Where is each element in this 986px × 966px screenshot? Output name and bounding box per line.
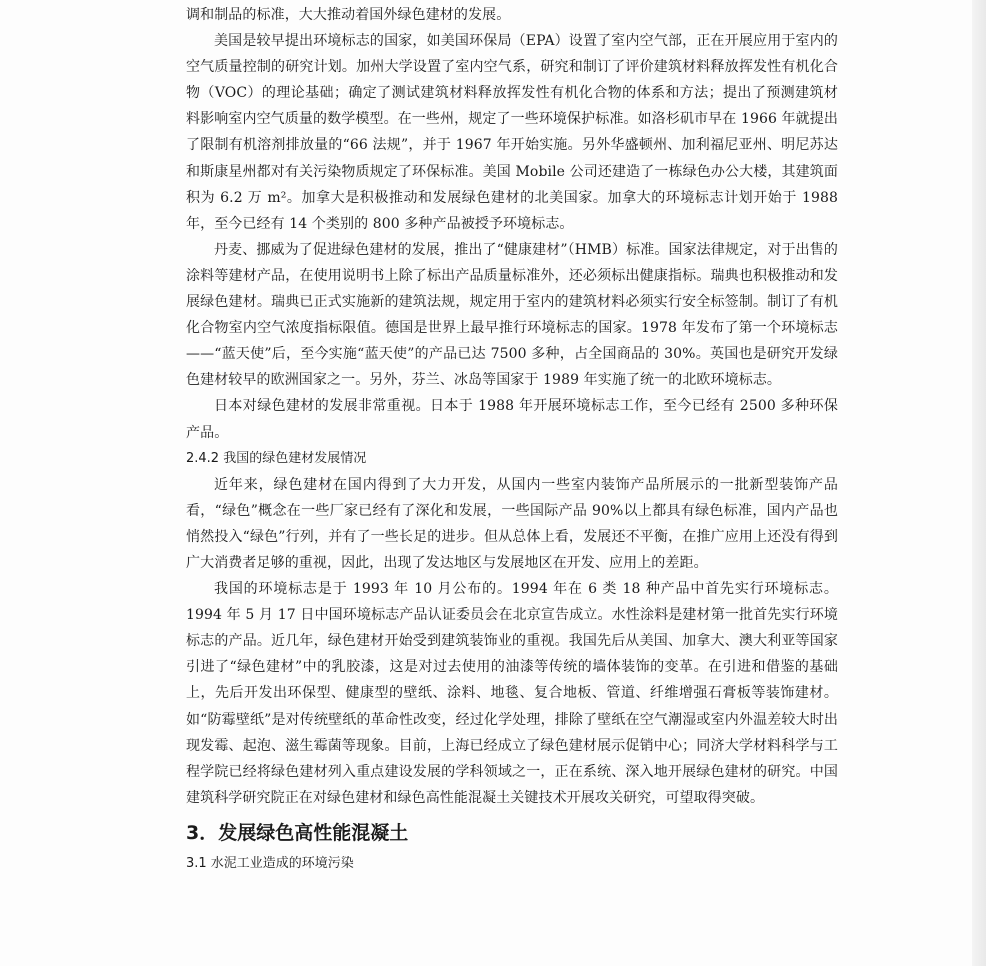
paragraph-continuation: 调和制品的标准，大大推动着国外绿色建材的发展。: [186, 7, 511, 23]
paragraph-europe: 丹麦、挪威为了促进绿色建材的发展，推出了“健康建材”（HMB）标准。国家法律规定，对于出售的涂料等建材产品，在使用说明书上除了标出产品质量标准外，还必须标出健康指标。瑞典也积极推动和发展绿色建材。瑞典已正式实施新的建筑法规，规定用于室内的建筑材料必须实行安全标签制。制订了有机化合物室内空气浓度指标限值。德国是世界上最早推行环境标志的国家。1978 年发布了第一个环境标志——“蓝天使”后，至今实施“蓝天使”的产品已达 7500 多种，占全国商品的 30%。英国也是研究开发绿色建材较早的欧洲国家之一。另外，芬兰、冰岛等国家于 1989 年实施了统一的北欧环境标志。: [186, 241, 838, 389]
document-body: [186, 2, 838, 875]
subsection-heading-2-4-2: 2.4.2 我国的绿色建材发展情况: [186, 450, 367, 466]
paragraph-japan: 日本对绿色建材的发展非常重视。日本于 1988 年开展环境标志工作，至今已经有 2500 多种环保产品。: [186, 398, 838, 441]
paragraph-usa-canada: 美国是较早提出环境标志的国家，如美国环保局（EPA）设置了室内空气部，正在开展应用于室内的空气质量控制的研究计划。加州大学设置了室内空气系，研究和制订了评价建筑材料释放挥发性有机化合物（VOC）的理论基础；确定了测试建筑材料释放挥发性有机化合物的体系和方法；提出了预测建筑材料影响室内空气质量的数学模型。在一些州，规定了一些环境保护标准。如洛杉矶市早在 1966 年就提出了限制有机溶剂排放量的“66 法规”，并于 1967 年开始实施。另外华盛顿州、加利福尼亚州、明尼苏达和斯康星州都对有关污染物质规定了环保标准。美国 Mobile 公司还建造了一栋绿色办公大楼，其建筑面积为 6.2 万 m²。加拿大是积极推动和发展绿色建材的北美国家。加拿大的环境标志计划开始于 1988 年，至今已经有 14 个类别的 800 多种产品被授予环境标志。: [186, 33, 838, 232]
subsection-heading-3-1: 3.1 水泥工业造成的环境污染: [186, 855, 354, 871]
paragraph-china-overview: 近年来，绿色建材在国内得到了大力开发，从国内一些室内装饰产品所展示的一批新型装饰产品看，“绿色”概念在一些厂家已经有了深化和发展，一些国际产品 90%以上都具有绿色标准，国内产品也悄然投入“绿色”行列，并有了一些长足的进步。但从总体上看，发展还不平衡，在推广应用上还没有得到广大消费者足够的重视，因此，出现了发达地区与发展地区在开发、应用上的差距。: [186, 476, 838, 571]
section-heading-3: 3．发展绿色高性能混凝土: [186, 821, 409, 844]
scan-edge-shadow: [972, 0, 986, 966]
paragraph-china-standards: 我国的环境标志是于 1993 年 10 月公布的。1994 年在 6 类 18 种产品中首先实行环境标志。1994 年 5 月 17 日中国环境标志产品认证委员会在北京宣告成立。水性涂料是建材第一批首先实行环境标志的产品。近几年，绿色建材开始受到建筑装饰业的重视。我国先后从美国、加拿大、澳大利亚等国家引进了“绿色建材”中的乳胶漆，这是对过去使用的油漆等传统的墙体装饰的变革。在引进和借鉴的基础上，先后开发出环保型、健康型的壁纸、涂料、地毯、复合地板、管道、纤维增强石膏板等装饰建材。如“防霉壁纸”是对传统壁纸的革命性改变，经过化学处理，排除了壁纸在空气潮湿或室内外温差较大时出现发霉、起泡、滋生霉菌等现象。目前，上海已经成立了绿色建材展示促销中心；同济大学材料科学与工程学院已经将绿色建材列入重点建设发展的学科领域之一，正在系统、深入地开展绿色建材的研究。中国建筑科学研究院正在对绿色建材和绿色高性能混凝土关键技术开展攻关研究，可望取得突破。: [186, 581, 838, 806]
